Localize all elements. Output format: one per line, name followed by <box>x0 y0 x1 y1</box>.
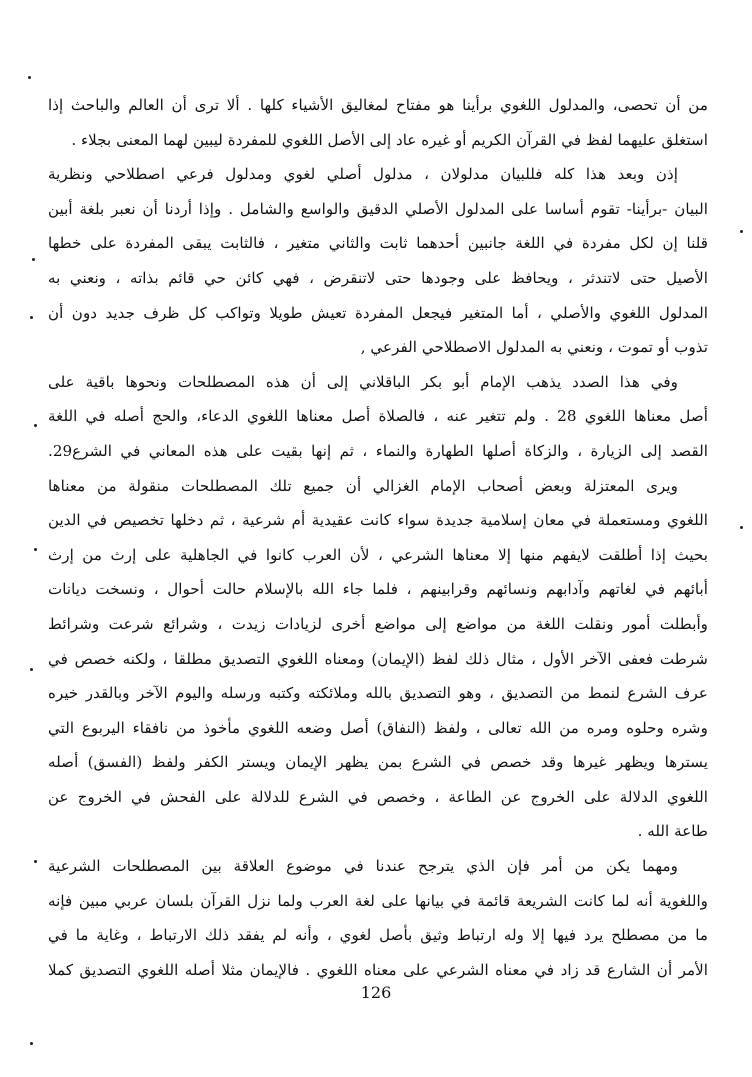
text-line: القصد إلى الزيارة ، والزكاة أصلها الطهارة والنماء ، ثم إنها بقيت على هذه المعاني في الشرع29. <box>48 441 708 460</box>
scan-speck <box>30 316 33 319</box>
text-line: استغلق عليهما لفظ في القرآن الكريم أو غيره عاد إلى الأصل اللغوي للمفردة ليبين لهما المعنى بجلاء . <box>71 130 708 149</box>
scan-speck <box>32 258 35 261</box>
paragraph-first-line: إذن وبعد هذا كله فللبيان مدلولان ، مدلول أصلي لغوي ومدلول فرعي اصطلاحي ونظرية <box>48 165 678 184</box>
scan-speck <box>740 230 743 233</box>
text-line: وشره وحلوه ومره من الله تعالى ، ولفظ (النفاق) أصل وضعه اللغوي مأخوذ من نافقاء اليربوع التي <box>48 718 708 737</box>
text-line: أبائهم في لغاتهم وآدابهم ونسائهم وقرابينهم ، فلما جاء الله بالإسلام حالت أحوال ، ونسخت ديانات <box>48 580 708 599</box>
paragraph-first-line: ومهما يكن من أمر فإن الذي يترجح عندنا في موضوع العلاقة بين المصطلحات الشرعية <box>48 857 678 876</box>
scan-speck <box>30 1042 33 1045</box>
text-line: البيان -برأينا- تقوم أساسا على المدلول الأصلي الدقيق والواسع والشامل . وإذا أردنا أن نعبر بلغة أبين <box>48 199 708 218</box>
body-text <box>48 88 708 987</box>
text-line: الأصيل حتى لاتندثر ، ويحافظ على وجودها حتى لاتنقرض ، فهي كائن حي قائم بذاته ، ونعني به <box>48 268 708 287</box>
page-number: 126 <box>360 983 392 1002</box>
scan-speck <box>34 424 37 427</box>
scan-speck <box>28 76 31 79</box>
text-line: اللغوي ومستعملة في معان إسلامية جديدة سواء كانت عقيدية أم شرعية ، ثم دخلها تخصيص في الدين <box>48 511 708 530</box>
text-line: الأمر أن الشارع قد زاد في معناه الشرعي على معناه اللغوي . فالإيمان مثلا أصله اللغوي التصديق كملا <box>48 960 708 979</box>
text-line: تذوب أو تموت ، ونعني به المدلول الاصطلاحي الفرعي , <box>360 338 708 357</box>
text-line: المدلول اللغوي والأصلي ، أما المتغير فيجعل المفردة تعيش طويلا وتواكب كل ظرف جديد دون أن <box>48 303 708 322</box>
text-line: وأبطلت أمور ونقلت اللغة من مواضع إلى مواضع أخرى لزيادات زيدت ، وشرائع شرعت وشرائط <box>48 614 708 633</box>
paragraph-first-line: وفي هذا الصدد يذهب الإمام أبو بكر الباقلاني إلى أن هذه المصطلحات ونحوها باقية على <box>48 372 678 391</box>
scan-speck <box>30 668 33 671</box>
scan-speck <box>34 860 37 863</box>
text-line: أصل معناها اللغوي 28 . ولم تتغير عنه ، فالصلاة أصل معناها اللغوي الدعاء، والحج أصله في اللغة <box>48 407 708 426</box>
text-line: ما من مصطلح يرد فيها إلا وله ارتباط وثيق بأصل لغوي ، وأنه لم يفقد ذلك الارتباط ، وغاية ما في <box>48 926 708 945</box>
text-line: من أن تحصى، والمدلول اللغوي برأينا هو مفتاح لمغاليق الأشياء كلها . ألا ترى أن العالم والباحث إذا <box>48 96 708 114</box>
text-line: قلنا إن لكل مفردة في اللغة جانبين أحدهما ثابت والثاني متغير ، فالثابت يبقى المفردة على خطها <box>48 234 708 253</box>
scan-speck <box>740 526 743 529</box>
text-line: عرف الشرع لنمط من التصديق ، وهو التصديق بالله وملائكته وكتبه ورسله واليوم الآخر وبالقدر خيره <box>48 684 708 703</box>
text-line: طاعة الله . <box>637 822 708 841</box>
text-line: يسترها ويظهر غيرها وقد خصص في الشرع بمن يظهر الإيمان ويستر الكفر ولفظ (الفسق) أصله <box>48 753 708 772</box>
text-line: بحيث إذا أطلقت لايفهم منها إلا معناها الشرعي ، لأن العرب كانوا في الجاهلية على إرث من إرث <box>48 545 708 564</box>
text-line: شرطت فعفى الآخر الأول ، مثال ذلك لفظ (الإيمان) ومعناه اللغوي التصديق مطلقا ، ولكنه خصص في <box>48 649 708 668</box>
text-line: اللغوي الدلالة على الخروج عن الطاعة ، وخصص في الشرع للدلالة على الفحش في الخروج عن <box>48 787 708 806</box>
paragraph-first-line: ويرى المعتزلة وبعض أصحاب الإمام الغزالي أن جميع تلك المصطلحات منقولة من معناها <box>48 476 678 495</box>
scan-speck <box>34 548 37 551</box>
text-line: واللغوية أنه لما كانت الشريعة قائمة في بيانها على لغة العرب ولما نزل القرآن بلسان عربي مبين فإنه <box>48 891 708 910</box>
